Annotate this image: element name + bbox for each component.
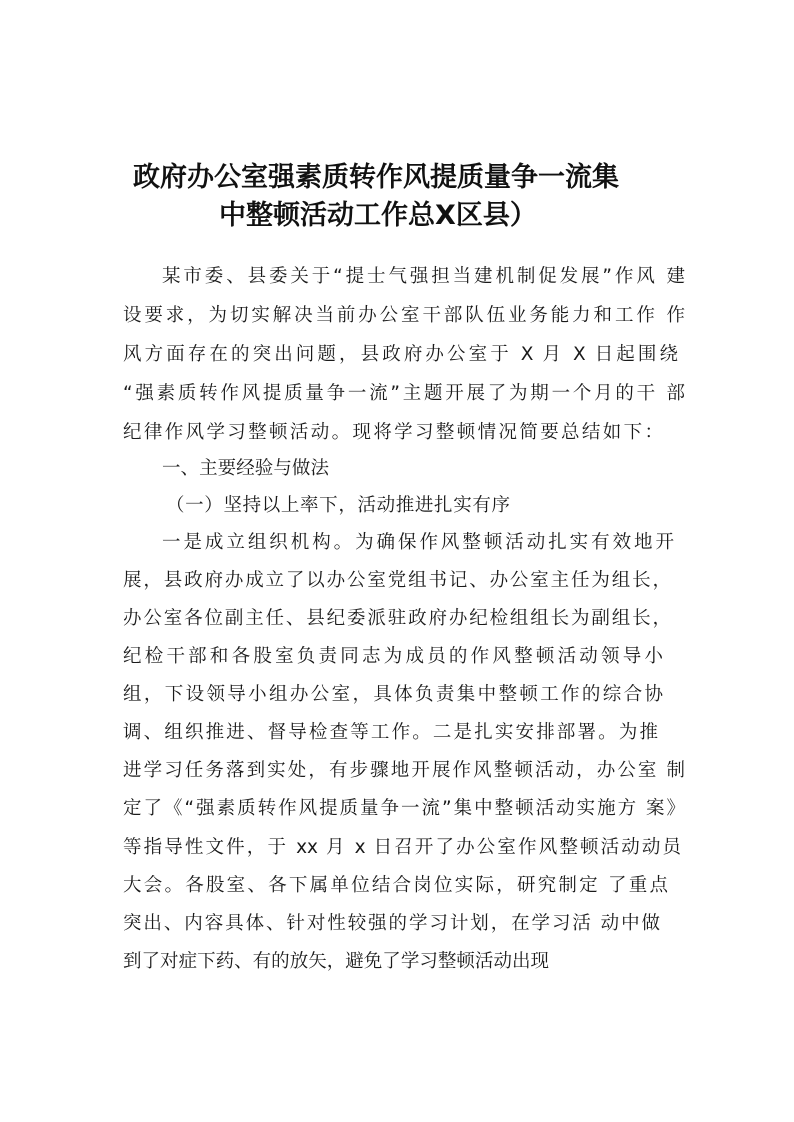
paragraph-line: 办公室各位副主任、县纪委派驻政府办纪检组组长为副组长，: [123, 608, 671, 629]
paragraph-line: 突出、内容具体、针对性较强的学习计划，在学习活 动中做: [123, 913, 660, 934]
paragraph-line: 纪律作风学习整顿活动。现将学习整顿情况简要总结如下：: [123, 422, 663, 443]
paragraph-line: 纪检干部和各股室负责同志为成员的作风整顿活动领导小: [123, 646, 663, 667]
paragraph-line: 到了对症下药、有的放矢，避免了学习整顿活动出现: [123, 951, 549, 972]
paragraph-line: “强素质转作风提质量争一流”主题开展了为期一个月的干 部: [123, 383, 685, 404]
section-heading: 一、主要经验与做法: [162, 458, 329, 479]
paragraph-line: 等指导性文件，于 xx 月 x 日召开了办公室作风整顿活动动员: [123, 837, 681, 858]
paragraph-line: 调、组织推进、督导检查等工作。二是扎实安排部署。为推: [123, 722, 658, 743]
paragraph-line: 定了《“强素质转作风提质量争一流”集中整顿活动实施方 案》: [123, 798, 685, 819]
paragraph-line: 大会。各股室、各下属单位结合岗位实际，研究制定 了重点: [123, 875, 668, 896]
paragraph-line: 某市委、县委关于“提士气强担当建机制促发展”作风 建: [162, 266, 685, 287]
paragraph-line: 一是成立组织机构。为确保作风整顿活动扎实有效地开: [162, 532, 674, 553]
paragraph-line: 组，下设领导小组办公室，具体负责集中整顿工作的综合协: [123, 684, 663, 705]
paragraph-line: 进学习任务落到实处，有步骤地开展作风整顿活动，办公室 制: [123, 760, 685, 781]
paragraph-line: 展，县政府办成立了以办公室党组书记、办公室主任为组长，: [123, 570, 671, 591]
subsection-heading: （一）坚持以上率下，活动推进扎实有序: [166, 495, 510, 516]
document-title-line-1: 政府办公室强素质转作风提质量争一流集: [133, 162, 619, 193]
paragraph-line: 风方面存在的突出问题，县政府办公室于 X 月 X 日起围绕: [123, 344, 678, 365]
document-title-line-2: 中整顿活动工作总X区县）: [219, 200, 537, 231]
paragraph-line: 设要求，为切实解决当前办公室干部队伍业务能力和工作 作: [123, 305, 685, 326]
